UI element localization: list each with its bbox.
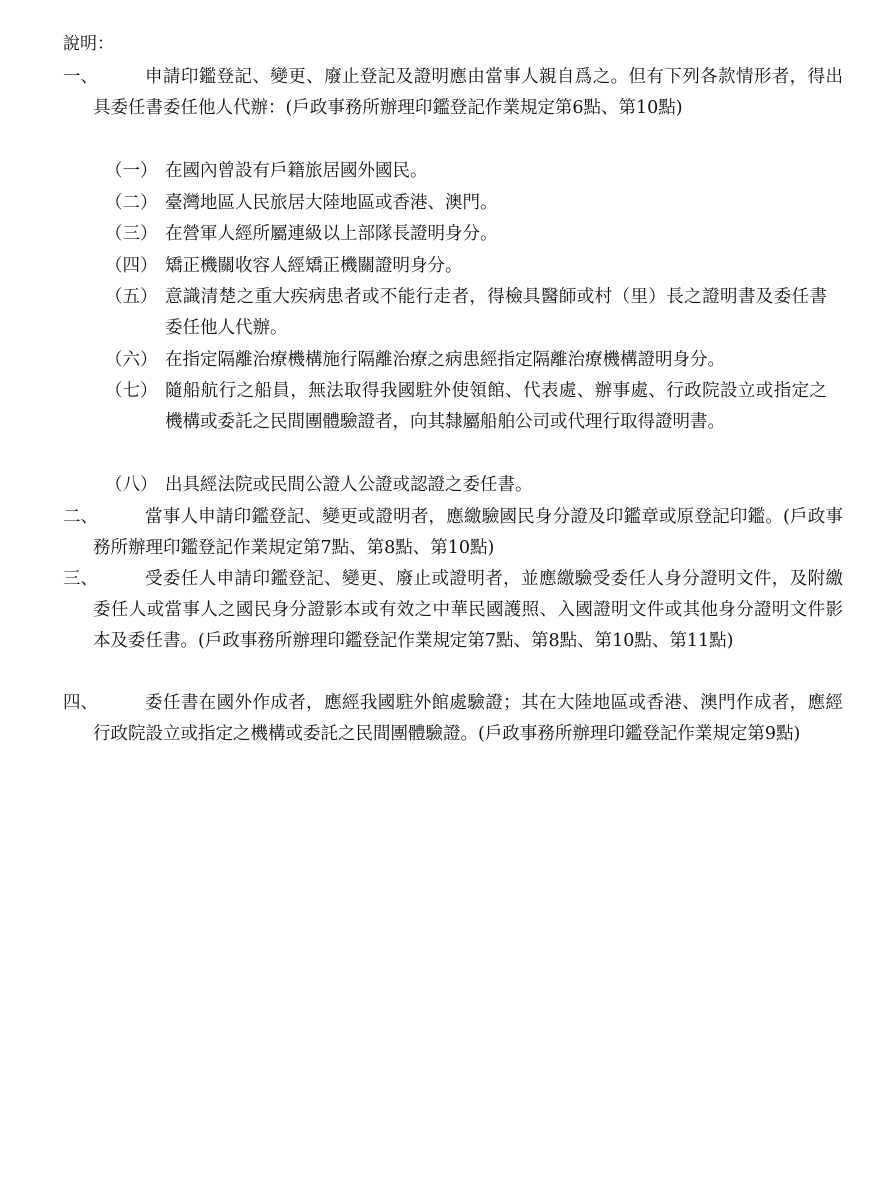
explanation-item-1: [63, 62, 843, 124]
subitem-number: （八）: [105, 475, 158, 495]
item-text: 當事人申請印鑑登記、變更或證明者，應繳驗國民身分證及印鑑章或原登記印鑑。(戶政事務所辦理印鑑登記作業規定第7點、第8點、第10點): [93, 507, 843, 558]
subitem-text: 隨船航行之船員，無法取得我國駐外使領館、代表處、辦事處、行政院設立或指定之機構或委託之民間團體驗證者，向其隸屬船舶公司或代理行取得證明書。: [165, 381, 827, 432]
subitem-text: 在國內曾設有戶籍旅居國外國民。: [165, 161, 428, 181]
subitem-text: 出具經法院或民間公證人公證或認證之委任書。: [165, 475, 533, 495]
subitem-2: [105, 188, 827, 219]
subitem-text: 在營軍人經所屬連級以上部隊長證明身分。: [165, 224, 498, 244]
item-text: 受委任人申請印鑑登記、變更、廢止或證明者，並應繳驗受委任人身分證明文件，及附繳委任人或當事人之國民身分證影本或有效之中華民國護照、入國證明文件或其他身分證明文件影本及委任書。(戶政事務所辦理印鑑登記作業規定第7點、第8點、第10點、第11點): [93, 569, 843, 651]
subitem-6: [105, 345, 827, 376]
explanation-item-4: [63, 688, 843, 750]
subitem-4: [105, 251, 827, 282]
subitem-1: [105, 156, 827, 187]
subitem-text: 意識清楚之重大疾病患者或不能行走者，得檢具醫師或村（里）長之證明書及委任書委任他人代辦。: [165, 287, 827, 338]
subitem-number: （一）: [105, 161, 158, 181]
item-text: 申請印鑑登記、變更、廢止登記及證明應由當事人親自爲之。但有下列各款情形者，得出具委任書委任他人代辦：(戶政事務所辦理印鑑登記作業規定第6點、第10點): [93, 67, 843, 118]
subitem-5: [105, 282, 827, 344]
item-text: 委任書在國外作成者，應經我國駐外館處驗證；其在大陸地區或香港、澳門作成者，應經行政院設立或指定之機構或委託之民間團體驗證。(戶政事務所辦理印鑑登記作業規定第9點): [93, 693, 843, 744]
subitem-number: （七）: [105, 381, 158, 401]
item-number: 二、: [63, 507, 98, 527]
explanation-item-2: [63, 502, 843, 564]
subitem-text: 臺灣地區人民旅居大陸地區或香港、澳門。: [165, 193, 498, 213]
subitem-3: [105, 219, 827, 250]
subitem-text: 在指定隔離治療機構施行隔離治療之病患經指定隔離治療機構證明身分。: [165, 350, 725, 370]
subitem-number: （二）: [105, 193, 158, 213]
document-heading: 說明：: [63, 34, 114, 54]
item-number: 四、: [63, 693, 98, 713]
subitem-number: （四）: [105, 256, 158, 276]
subitem-number: （五）: [105, 287, 158, 307]
item-number: 三、: [63, 569, 98, 589]
subitem-number: （六）: [105, 350, 158, 370]
subitem-number: （三）: [105, 224, 158, 244]
subitem-text: 矯正機關收容人經矯正機關證明身分。: [165, 256, 463, 276]
subitem-8: [105, 470, 827, 501]
explanation-item-3: [63, 564, 843, 657]
item-number: 一、: [63, 67, 98, 87]
subitem-7: [105, 376, 827, 438]
